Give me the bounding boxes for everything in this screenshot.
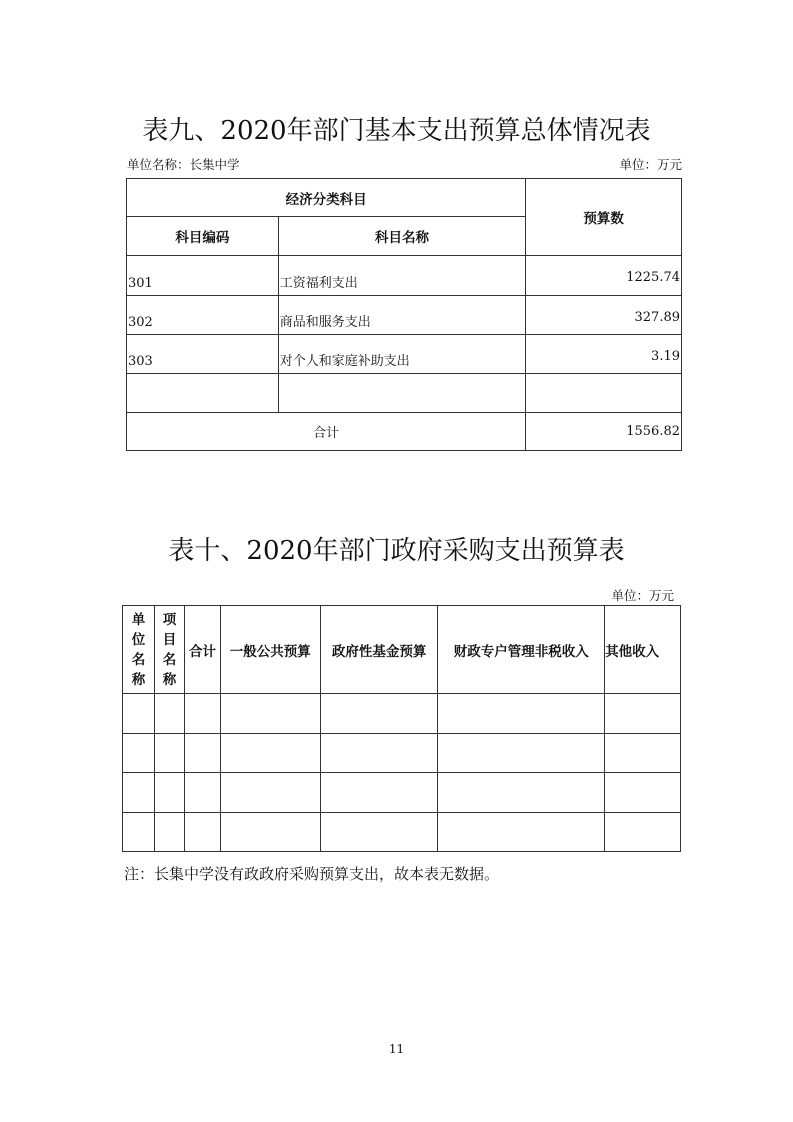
row-code: 302 xyxy=(127,296,279,335)
row-amount: 1225.74 xyxy=(526,256,682,296)
header-fund-budget: 政府性基金预算 xyxy=(320,606,438,694)
page-number: 11 xyxy=(388,1042,405,1056)
header-code: 科目编码 xyxy=(127,217,279,256)
header-amount: 预算数 xyxy=(526,179,682,256)
header-name: 科目名称 xyxy=(278,217,525,256)
row-code: 301 xyxy=(127,256,279,296)
empty-row xyxy=(123,734,681,773)
empty-row xyxy=(123,813,681,852)
note: 注：长集中学没有政政府采购预算支出，故本表无数据。 xyxy=(124,865,500,883)
empty-row xyxy=(123,694,681,734)
row-amount: 3.19 xyxy=(526,335,682,374)
empty-row xyxy=(123,773,681,813)
row-amount: 327.89 xyxy=(526,296,682,335)
unit-label-2: 单位：万元 xyxy=(611,588,674,603)
header-special-account: 财政专户管理非税收入 xyxy=(438,606,605,694)
table9-title: 表九、2020年部门基本支出预算总体情况表 xyxy=(142,116,651,146)
unit-label: 单位：万元 xyxy=(619,157,682,172)
procurement-table xyxy=(122,605,681,852)
header-general-budget: 一般公共预算 xyxy=(220,606,320,694)
row-name: 商品和服务支出 xyxy=(278,296,525,335)
header-total: 合计 xyxy=(184,606,220,694)
header-econ-class: 经济分类科目 xyxy=(127,179,526,217)
total-label: 合计 xyxy=(127,413,526,451)
table-row xyxy=(127,296,682,335)
table-row xyxy=(127,256,682,296)
empty-row xyxy=(127,374,682,413)
total-amount: 1556.82 xyxy=(526,413,682,451)
header-unit-name: 单位名称 xyxy=(123,606,155,694)
row-name: 工资福利支出 xyxy=(278,256,525,296)
table-row xyxy=(127,335,682,374)
basic-expenditure-table xyxy=(126,178,682,451)
unit-name: 单位名称：长集中学 xyxy=(127,157,240,172)
table10-title: 表十、2020年部门政府采购支出预算表 xyxy=(168,536,625,566)
row-name: 对个人和家庭补助支出 xyxy=(278,335,525,374)
total-row xyxy=(127,413,682,451)
header-other-income: 其他收入 xyxy=(605,606,681,694)
header-project-name: 项目名称 xyxy=(154,606,184,694)
row-code: 303 xyxy=(127,335,279,374)
